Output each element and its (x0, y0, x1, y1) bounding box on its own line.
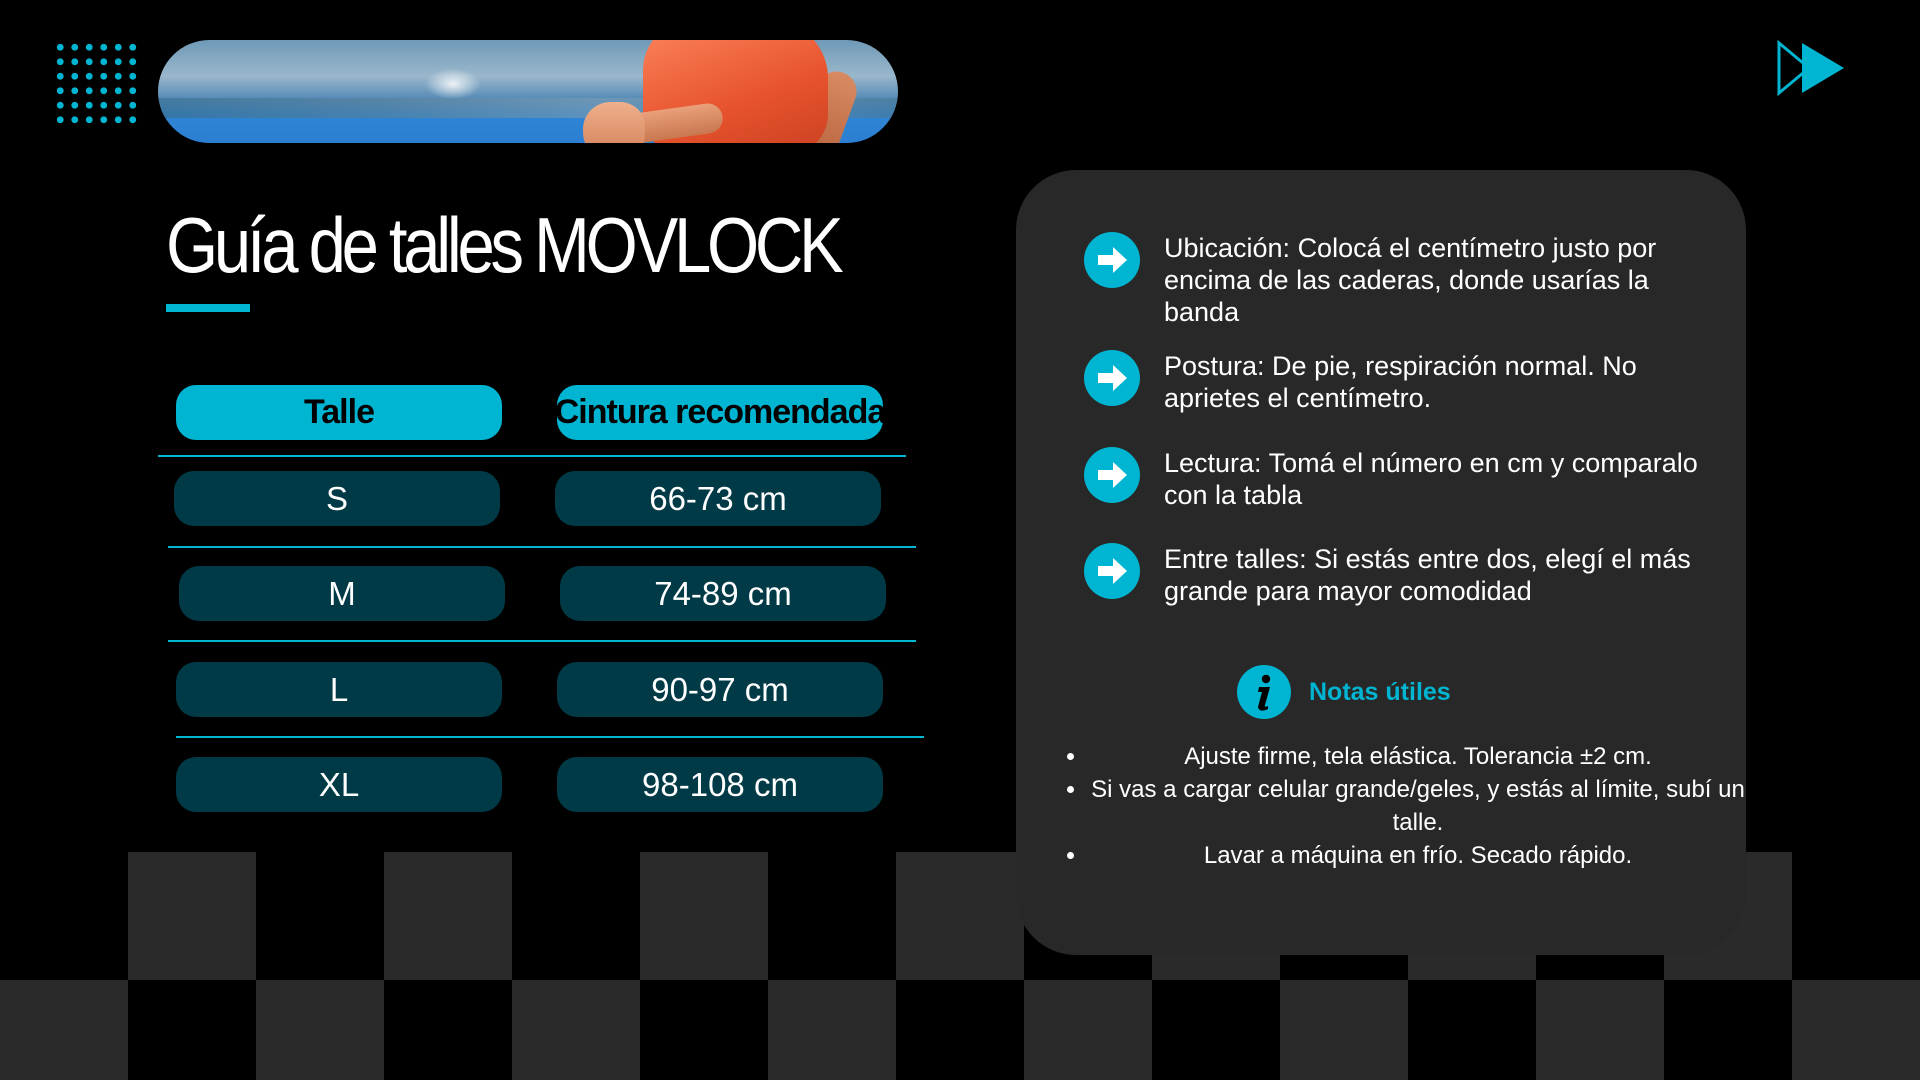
table-cell-size: S (174, 471, 500, 526)
runner-banner-image (158, 40, 898, 143)
notes-list (1050, 740, 1748, 872)
table-separator (158, 455, 906, 457)
table-cell-size: M (179, 566, 505, 621)
table-cell-waist: 90-97 cm (557, 662, 883, 717)
list-item: • Si vas a cargar celular grande/geles, y estás al límite, subí un talle. (1088, 773, 1748, 839)
table-cell-size: XL (176, 757, 502, 812)
notes-header (1237, 665, 1451, 719)
arrow-right-icon (1084, 543, 1140, 599)
instruction-text: Ubicación: Colocá el centímetro justo por encima de las caderas, donde usarías la banda (1164, 233, 1657, 327)
arrow-right-icon (1084, 232, 1140, 288)
arrow-right-icon (1084, 447, 1140, 503)
title-underline (166, 304, 250, 312)
list-item: • Ajuste firme, tela elástica. Tolerancia ±2 cm. (1088, 740, 1748, 773)
table-header-size: Talle (176, 385, 502, 440)
instruction-text: Entre talles: Si estás entre dos, elegí el más grande para mayor comodidad (1164, 544, 1691, 606)
table-header-waist: Cintura recomendada (557, 385, 883, 440)
page-title: Guía de talles MOVLOCK (166, 201, 840, 289)
table-cell-size: L (176, 662, 502, 717)
dot-grid-decoration (53, 40, 137, 124)
arrow-right-icon (1084, 350, 1140, 406)
instruction-text: Postura: De pie, respiración normal. No aprietes el centímetro. (1164, 351, 1637, 413)
info-icon (1237, 665, 1291, 719)
fast-forward-icon (1776, 40, 1846, 96)
notes-label: Notas útiles (1309, 677, 1451, 706)
table-separator (176, 736, 924, 738)
table-cell-waist: 66-73 cm (555, 471, 881, 526)
list-item: • Lavar a máquina en frío. Secado rápido. (1088, 839, 1748, 872)
table-cell-waist: 74-89 cm (560, 566, 886, 621)
table-separator (168, 546, 916, 548)
table-separator (168, 640, 916, 642)
table-cell-waist: 98-108 cm (557, 757, 883, 812)
instruction-text: Lectura: Tomá el número en cm y comparalo con la tabla (1164, 448, 1698, 510)
